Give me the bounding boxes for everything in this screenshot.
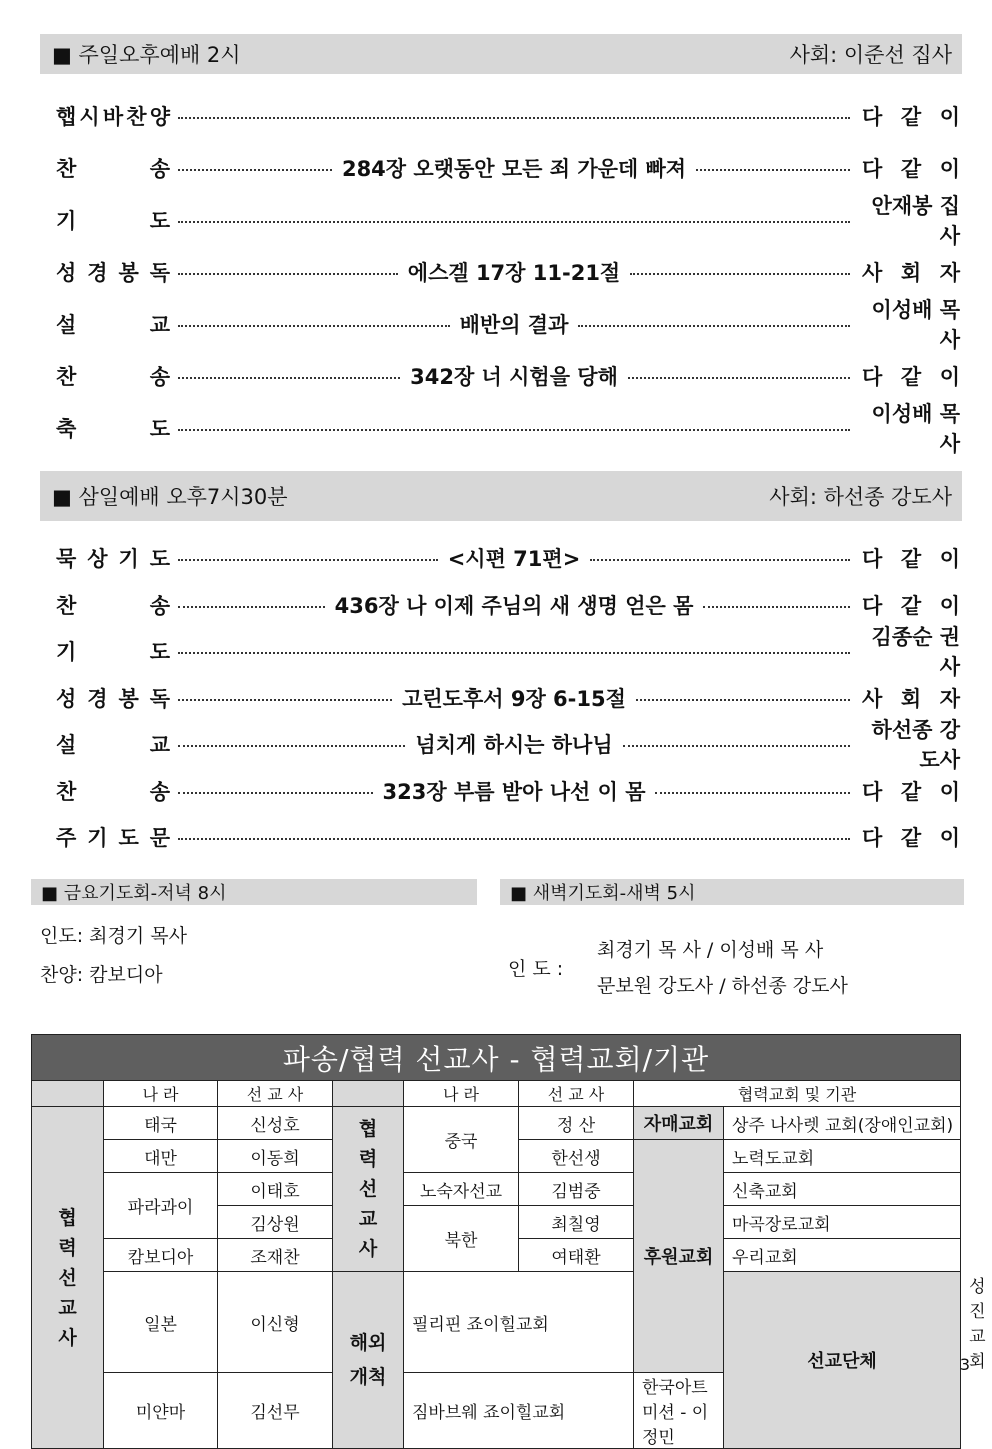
dots: [178, 606, 325, 608]
dots: [696, 169, 850, 171]
dots: [178, 699, 392, 701]
dots: [178, 325, 450, 327]
program-label: 설 교: [56, 313, 170, 337]
dotted-leader: [178, 590, 850, 620]
country-cell: 북한: [404, 1206, 519, 1272]
dotted-leader: [178, 425, 850, 431]
program-label: 찬 송: [56, 779, 170, 804]
missionary-cell: 여태환: [519, 1239, 634, 1272]
program-responsible: 이성배 목사: [871, 402, 960, 456]
dots: [590, 559, 850, 561]
dots: [178, 117, 850, 119]
program-responsible: 다 같 이: [862, 593, 960, 618]
dots: [655, 792, 850, 794]
country-cell: 캄보디아: [104, 1239, 218, 1272]
group-cooperating-1: 협 력 선 교 사: [32, 1107, 104, 1449]
program-detail: 넘치게 하시는 하나님: [415, 733, 613, 757]
sunday-header: [40, 34, 962, 74]
group-cooperating-2: 협 력 선 교 사: [333, 1107, 404, 1272]
program-row: [56, 588, 960, 622]
country-cell: 파라과이: [104, 1173, 218, 1239]
dots: [628, 377, 850, 379]
program-detail: 323장 부름 받아 나선 이 몸: [382, 779, 646, 804]
dots: [178, 169, 332, 171]
org-label: 선교단체: [724, 1272, 961, 1449]
program-responsible: 김종순 권사: [871, 625, 960, 679]
overseas-church: 짐바브웨 죠이힐교회: [404, 1373, 634, 1449]
program-label: 찬 송: [56, 593, 170, 618]
hdr-empty-2: [333, 1081, 404, 1107]
dots: [178, 838, 850, 840]
country-cell: 태국: [104, 1107, 218, 1140]
dotted-leader: [178, 153, 850, 183]
overseas-church: 필리핀 죠이힐교회: [404, 1272, 634, 1373]
friday-header: [31, 879, 477, 905]
support-church: 신축교회: [724, 1173, 961, 1206]
program-label: 기 도: [56, 209, 170, 233]
dots: [636, 699, 850, 701]
missionary-cell: 이신형: [218, 1272, 333, 1373]
group-overseas: 해외 개척: [333, 1272, 404, 1449]
friday-praise: 찬양: 캄보디아: [40, 964, 163, 986]
support-label: 후원교회: [634, 1140, 724, 1373]
program-responsible: 다 같 이: [862, 547, 960, 571]
program-responsible: 다 같 이: [862, 105, 960, 129]
dots: [578, 325, 850, 327]
friday-title: ■ 금요기도회-저녁 8시: [41, 883, 227, 904]
hdr-country-2: 나 라: [404, 1081, 519, 1107]
program-row: [56, 625, 960, 679]
dots: [178, 559, 438, 561]
wednesday-title: ■ 삼일예배 오후7시30분: [52, 485, 288, 509]
support-church: 마곡장로교회: [724, 1206, 961, 1239]
dawn-header: [500, 879, 964, 905]
sunday-title: ■ 주일오후예배 2시: [52, 43, 241, 67]
program-label: 성 경 봉 독: [56, 686, 170, 711]
program-row: [56, 359, 960, 393]
dots: [178, 221, 850, 223]
missionary-cell: 최칠영: [519, 1206, 634, 1239]
dawn-line2: 문보원 강도사 / 하선종 강도사: [597, 975, 848, 997]
dotted-leader: [178, 309, 850, 339]
mission-title: 파송/협력 선교사 - 협력교회/기관: [32, 1035, 961, 1081]
dawn-title: ■ 새벽기도회-새벽 5시: [510, 883, 696, 904]
missionary-cell: 김범중: [519, 1173, 634, 1206]
missionary-cell: 김상원: [218, 1206, 333, 1239]
program-row: [56, 718, 960, 772]
program-label: 기 도: [56, 640, 170, 664]
dawn-label: 인 도 :: [508, 958, 564, 980]
page-number: 3: [959, 1355, 970, 1374]
program-label: 찬 송: [56, 157, 170, 181]
dots: [178, 792, 373, 794]
sister-church: 상주 나사렛 교회(장애인교회): [724, 1107, 961, 1140]
dotted-leader: [178, 776, 850, 806]
hdr-churches: 협력교회 및 기관: [634, 1081, 961, 1107]
missionary-cell: 한선생: [519, 1140, 634, 1173]
program-detail: 에스겔 17장 11-21절: [407, 261, 621, 285]
sister-label: 자매교회: [634, 1107, 724, 1140]
dotted-leader: [178, 683, 850, 713]
program-row: [56, 402, 960, 456]
missionary-cell: 이동희: [218, 1140, 333, 1173]
dawn-line1: 최경기 목 사 / 이성배 목 사: [597, 939, 824, 961]
program-label: 성 경 봉 독: [56, 261, 170, 285]
missionary-cell: 김선무: [218, 1373, 333, 1449]
dots: [623, 745, 850, 747]
program-detail: 284장 오랫동안 모든 죄 가운데 빠져: [341, 157, 687, 181]
program-responsible: 다 같 이: [862, 157, 960, 181]
program-row: [56, 194, 960, 248]
program-responsible: 다 같 이: [862, 365, 960, 389]
country-cell: 중국: [404, 1107, 519, 1173]
program-row: [56, 151, 960, 185]
program-responsible: 사 회 자: [862, 686, 960, 711]
country-cell: 대만: [104, 1140, 218, 1173]
program-row: [56, 255, 960, 289]
program-detail: 배반의 결과: [459, 313, 569, 337]
missionary-cell: 정 산: [519, 1107, 634, 1140]
program-row: [56, 541, 960, 575]
hdr-missionary-2: 선 교 사: [519, 1081, 634, 1107]
wednesday-header: [40, 471, 962, 521]
program-responsible: 이성배 목사: [871, 298, 960, 352]
sunday-leader: 사회: 이준선 집사: [789, 43, 952, 67]
dotted-leader: [178, 834, 850, 840]
program-label: 찬 송: [56, 365, 170, 389]
program-detail: <시편 71편>: [447, 547, 581, 571]
program-row: [56, 681, 960, 715]
dotted-leader: [178, 361, 850, 391]
missionary-cell: 이태호: [218, 1173, 333, 1206]
program-label: 주 기 도 문: [56, 826, 170, 850]
program-row: [56, 298, 960, 352]
program-responsible: 하선종 강도사: [871, 718, 960, 772]
program-label: 햅 시 바 찬 양: [56, 105, 170, 129]
dotted-leader: [178, 113, 850, 119]
dots: [178, 745, 405, 747]
program-detail: 342장 너 시험을 당해: [410, 365, 618, 389]
program-row: [56, 99, 960, 133]
missionary-cell: 신성호: [218, 1107, 333, 1140]
dots: [178, 429, 850, 431]
program-detail: 436장 나 이제 주님의 새 생명 얻은 몸: [334, 593, 694, 618]
dots: [178, 273, 398, 275]
dotted-leader: [178, 543, 850, 573]
wednesday-leader: 사회: 하선종 강도사: [769, 485, 952, 509]
dotted-leader: [178, 648, 850, 654]
dots: [178, 377, 400, 379]
hdr-country: 나 라: [104, 1081, 218, 1107]
dots: [703, 606, 850, 608]
org-name: 한국아트미션 - 이정민: [634, 1373, 724, 1449]
country-cell: 일본: [104, 1272, 218, 1373]
missionary-cell: 조재찬: [218, 1239, 333, 1272]
dots: [630, 273, 850, 275]
dotted-leader: [178, 257, 850, 287]
support-church: 우리교회: [724, 1239, 961, 1272]
dotted-leader: [178, 217, 850, 223]
program-label: 묵 상 기 도: [56, 547, 170, 571]
program-label: 축 도: [56, 417, 170, 441]
mission-table: 파송/협력 선교사 - 협력교회/기관 나 라 선 교 사 나 라 선 교 사 협력교회 및 기관 협 력 선 교 사 태국 신성호 협 력 선 교 사 중국 정 산 자매교회 상주 나사렛 교회(장애인교회) 대만 이동희 한선생 후원교회 노력도교회 파라과이 이태호 노숙자선교 김범중 신축교회 김상원 북한 최칠영 마곡장로교회 캄보디아 조재찬 여태환 우리교회 일본 이신형 해외 개척 필리핀 죠이힐교회 선교단체 성진교회 미얀마 김선무 짐바브웨 죠이힐교회 한국아트미션 - 이정민: [31, 1034, 961, 1449]
support-church: 노력도교회: [724, 1140, 961, 1173]
country-cell: 노숙자선교: [404, 1173, 519, 1206]
dots: [178, 652, 850, 654]
hdr-missionary: 선 교 사: [218, 1081, 333, 1107]
program-row: [56, 820, 960, 854]
country-cell: 미얀마: [104, 1373, 218, 1449]
hdr-empty-1: [32, 1081, 104, 1107]
program-responsible: 사 회 자: [862, 261, 960, 285]
program-row: [56, 774, 960, 808]
program-responsible: 안재봉 집사: [871, 194, 960, 248]
friday-leader: 인도: 최경기 목사: [40, 925, 187, 947]
program-label: 설 교: [56, 733, 170, 757]
program-responsible: 다 같 이: [862, 779, 960, 804]
dotted-leader: [178, 729, 850, 759]
program-responsible: 다 같 이: [862, 826, 960, 850]
program-detail: 고린도후서 9장 6-15절: [402, 686, 626, 711]
